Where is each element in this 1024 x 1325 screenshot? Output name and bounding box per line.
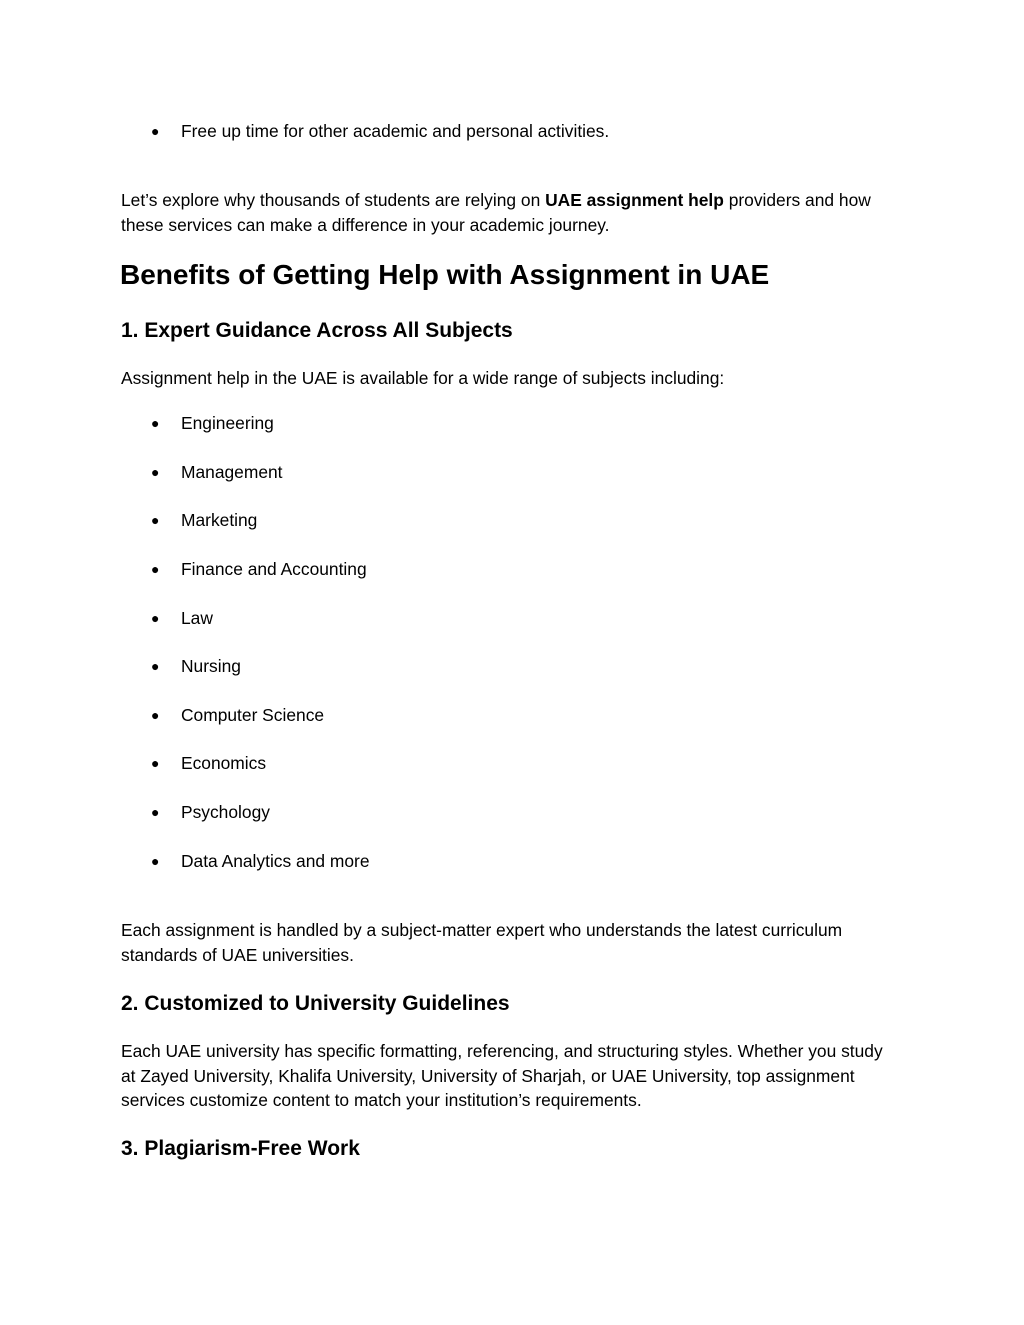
list-item-text: Management (181, 462, 283, 482)
intro-text-after: providers and how these services can make a difference in your academic journey. (121, 190, 871, 235)
intro-text-bold: UAE assignment help (545, 190, 724, 210)
list-item-text: Law (181, 608, 213, 628)
list-item-text: Marketing (181, 510, 258, 530)
bullet-icon: ● (151, 853, 160, 869)
section-heading-2: 2. Customized to University Guidelines (121, 992, 510, 1015)
bullet-icon: ● (151, 123, 160, 139)
bullet-icon: ● (151, 804, 160, 820)
bullet-icon: ● (151, 610, 160, 626)
bullet-icon: ● (151, 561, 160, 577)
bullet-icon: ● (151, 464, 160, 480)
list-item-text: Economics (181, 753, 267, 773)
list-item-text: Psychology (181, 802, 270, 822)
intro-paragraph (121, 188, 901, 237)
bullet-icon: ● (151, 658, 160, 674)
list-item-text: Engineering (181, 413, 274, 433)
intro-text-before: Let’s explore why thousands of students are relying on (121, 190, 546, 210)
list-item-text: Data Analytics and more (181, 851, 370, 871)
bullet-icon: ● (151, 707, 160, 723)
bullet-icon: ● (151, 415, 160, 431)
section-1-lead: Assignment help in the UAE is available for a wide range of subjects including: (121, 368, 725, 388)
section-2-body: Each UAE university has specific formatting, referencing, and structuring styles. Whether you study at Zayed University, Khalifa University, University of Sharjah, or UAE University, top assignment services customize content to match your institution’s requirements. (121, 1041, 883, 1110)
section-1-closing: Each assignment is handled by a subject-matter expert who understands the latest curriculum standards of UAE universities. (121, 920, 843, 965)
main-heading: Benefits of Getting Help with Assignment in UAE (120, 259, 770, 290)
bullet-icon: ● (151, 512, 160, 528)
bullet-icon: ● (151, 755, 160, 771)
list-item-text: Finance and Accounting (181, 559, 367, 579)
section-heading-1: 1. Expert Guidance Across All Subjects (121, 319, 513, 342)
section-heading-3: 3. Plagiarism-Free Work (121, 1137, 360, 1160)
list-item-text: Free up time for other academic and personal activities. (181, 121, 610, 141)
list-item-text: Computer Science (181, 705, 325, 725)
list-item-text: Nursing (181, 656, 241, 676)
